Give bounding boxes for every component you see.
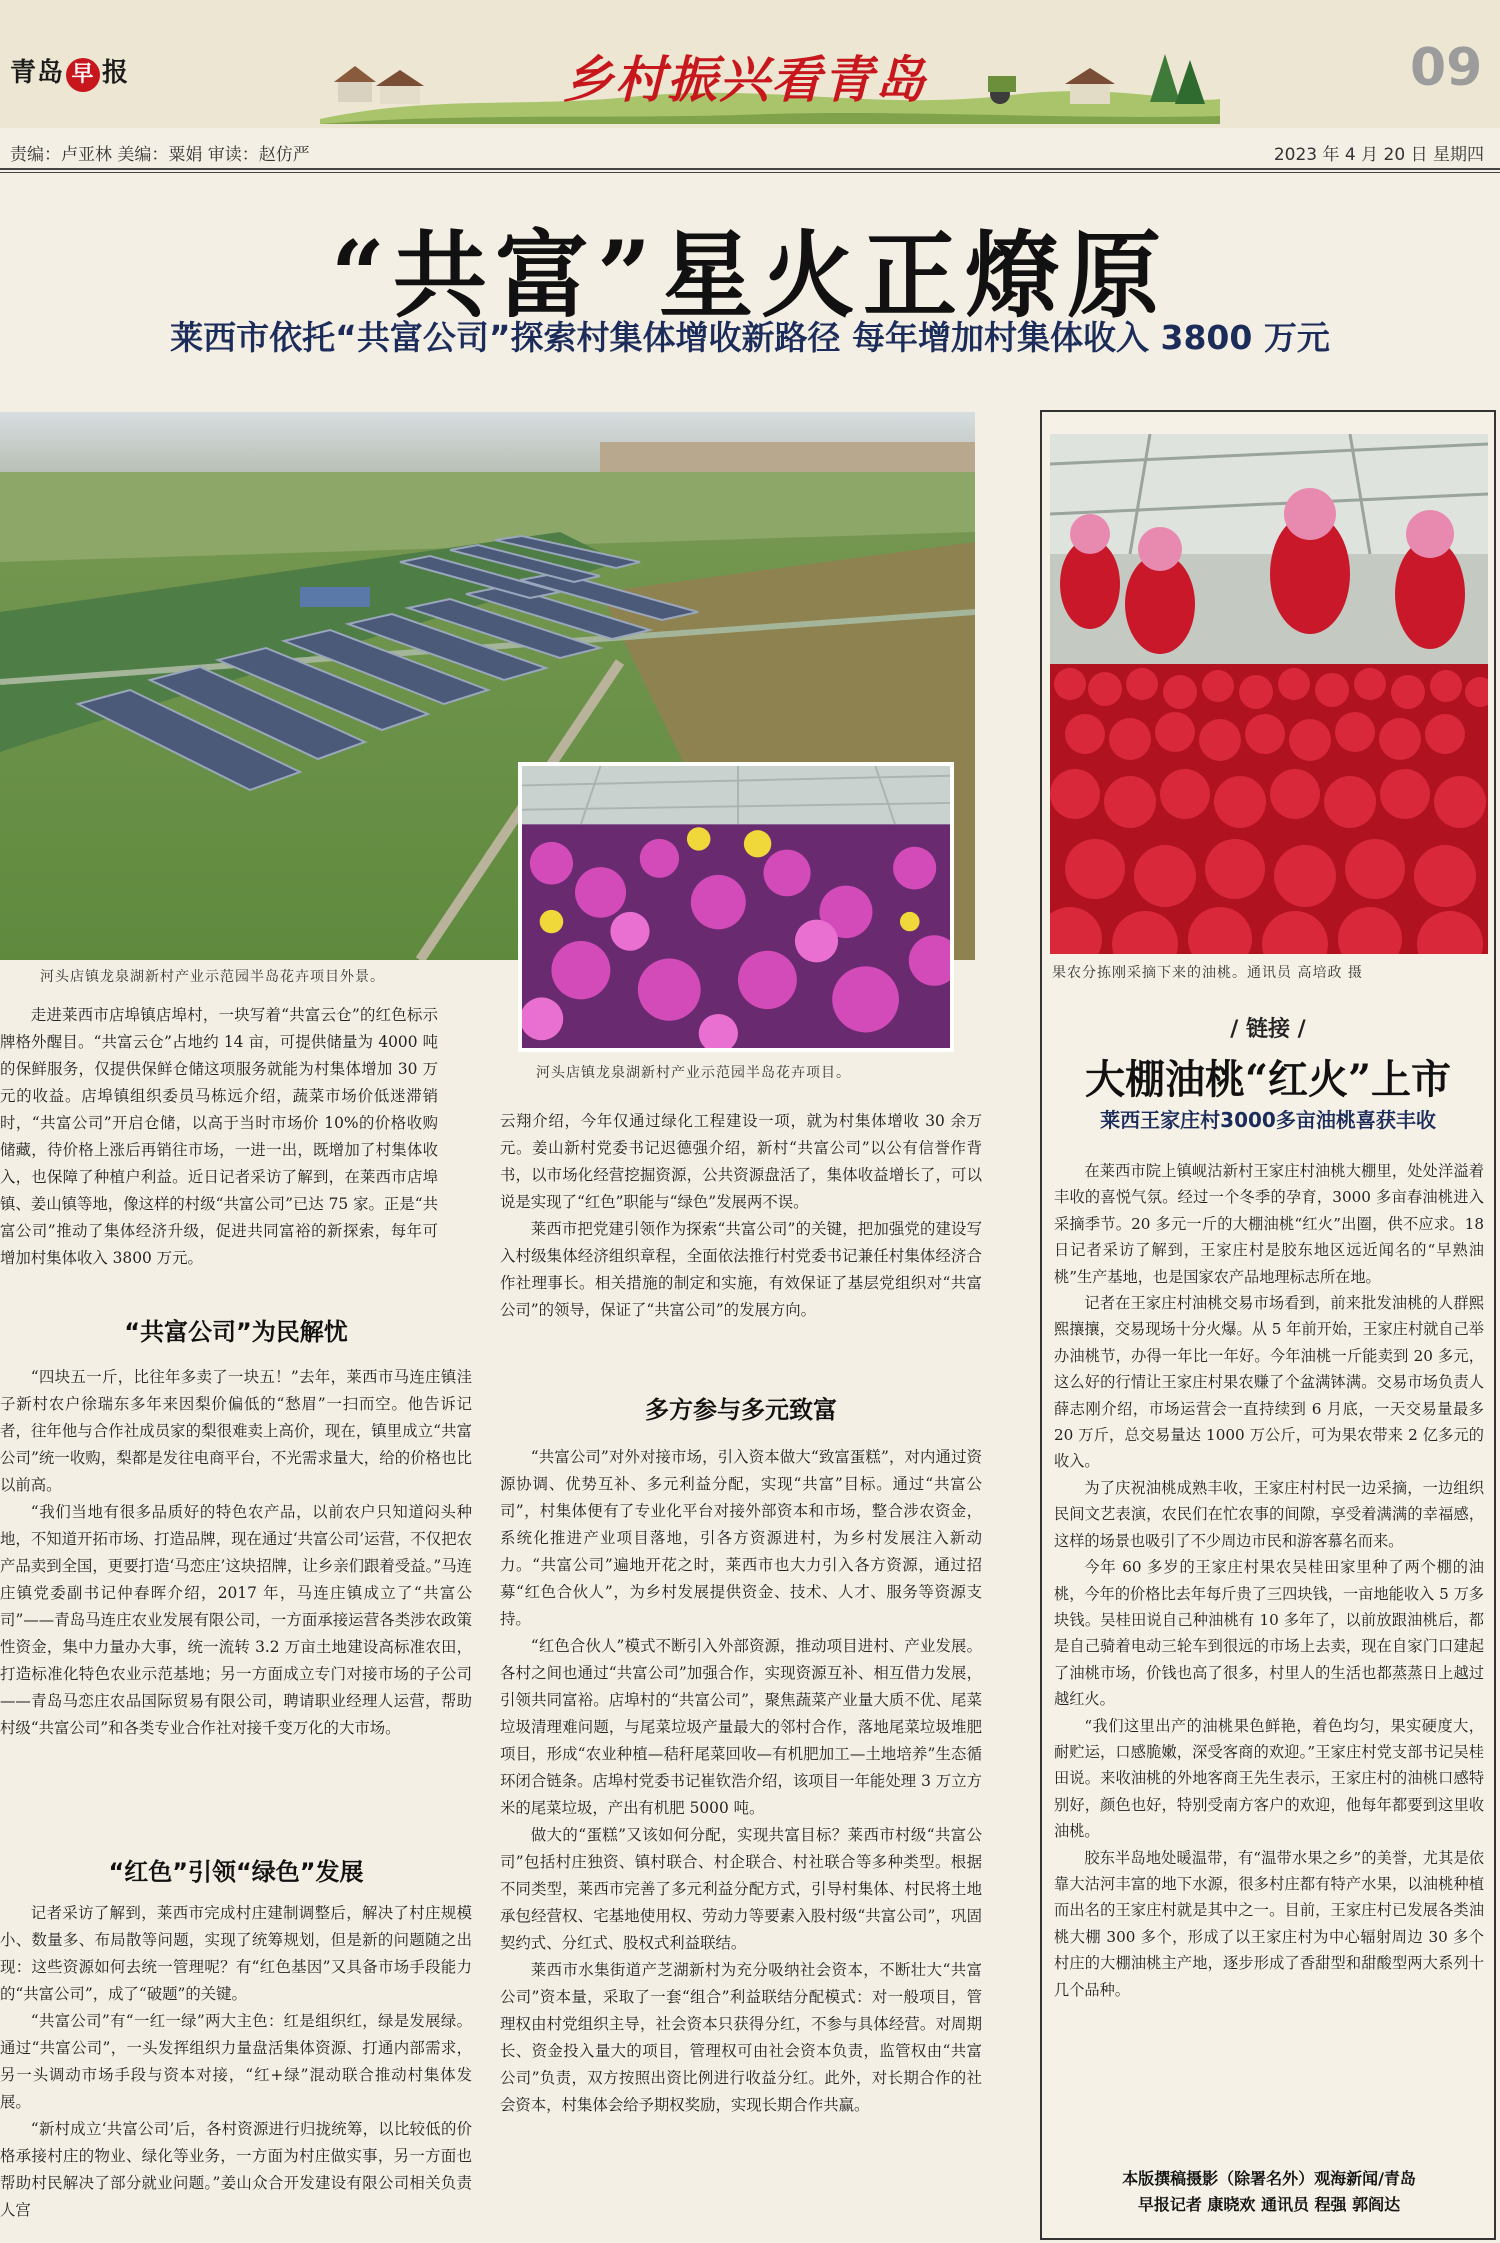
paragraph: 记者采访了解到，莱西市完成村庄建制调整后，解决了村庄规模小、数量多、布局散等问题，实现了统筹规划，但是新的问题随之出现：这些资源如何去统一管理呢？有“红色基因”又具备市场手段能力的“共富公司”，成了“破题”的关键。	[0, 1904, 472, 2003]
column2-text	[500, 1108, 982, 1324]
logo-mid: 早	[66, 58, 100, 92]
paragraph: 做大的“蛋糕”又该如何分配，实现共富目标？莱西市村级“共富公司”包括村庄独资、镇村联合、村企联合、村社联合等多种类型。根据不同类型，莱西市完善了多元利益分配方式，引导村集体、村民将土地承包经营权、宅基地使用权、劳动力等要素入股村级“共富公司”，巩固契约式、分红式、股权式利益联结。	[500, 1826, 982, 1952]
paragraph: “共富公司”有“一红一绿”两大主色：红是组织红，绿是发展绿。通过“共富公司”，一头发挥组织力量盘活集体资源、打通内部需求，另一头调动市场手段与资本对接，“红+绿”混动联合推动村集体发展。	[0, 2012, 472, 2111]
issue-date: 2023 年 4 月 20 日 星期四	[1273, 145, 1484, 165]
paragraph: “共富公司”对外对接市场，引入资本做大“致富蛋糕”，对内通过资源协调、优势互补、多元利益分配，实现“共富”目标。通过“共富公司”，村集体便有了专业化平台对接外部资本和市场，整合涉农资金，系统化推进产业项目落地，引各方资源进村，为乡村发展注入新动力。“共富公司”遍地开花之时，莱西市也大力引入各方资源，通过招募“红色合伙人”，为乡村发展提供资金、技术、人才、服务等资源支持。	[500, 1448, 982, 1628]
paragraph: 走进莱西市店埠镇店埠村，一块写着“共富云仓”的红色标示牌格外醒目。“共富云仓”占地约 14 亩，可提供储量为 4000 吨的保鲜服务，仅提供保鲜仓储这项服务就能为村集体增加 30 万元的收益。店埠镇组织委员马栋远介绍，蔬菜市场价低迷滞销时，“共富公司”开启仓储，以高于当时市场价 10%的价格收购储藏，待价格上涨后再销往市场，一进一出，既增加了村集体收入，也保障了种植户利益。近日记者采访了解到，在莱西市店埠镇、姜山镇等地，像这样的村级“共富公司”已达 75 家。正是“共富公司”推动了集体经济升级，促进共同富裕的新探索，每年可增加村集体收入 3800 万元。	[0, 1006, 438, 1267]
section-heading: “共富公司”为民解忧	[124, 1318, 348, 1346]
byline-line: 早报记者 康晓欢 通讯员 程强 郭阎达	[1137, 2195, 1401, 2214]
newspaper-logo	[10, 52, 129, 92]
paragraph: 莱西市水集街道产芝湖新村为充分吸纳社会资本，不断壮大“共富公司”资本量，采取了一套“组合”利益联结分配模式：对一般项目，管理权由村党组织主导，社会资本只获得分红，不参与具体经营。对周期长、资金投入量大的项目，管理权可由社会资本负责，监管权由“共富公司”负责，双方按照出资比例进行收益分红。此外，对长期合作的社会资本，村集体会给予期权奖励，实现长期合作共赢。	[500, 1961, 982, 2114]
divider	[0, 172, 1500, 173]
byline-line: 本版撰稿摄影（除署名外）观海新闻/青岛	[1122, 2169, 1416, 2188]
sidebar-subtitle: 莱西王家庄村3000多亩油桃喜获丰收	[1100, 1108, 1436, 1132]
paragraph: “红色合伙人”模式不断引入外部资源，推动项目进村、产业发展。各村之间也通过“共富公司”加强合作，实现资源互补、相互借力发展，引领共同富裕。店埠村的“共富公司”，聚焦蔬菜产业量大质不优、尾菜垃圾清理难问题，与尾菜垃圾产量最大的邻村合作，落地尾菜垃圾堆肥项目，形成“农业种植—秸秆尾菜回收—有机肥加工—土地培养”生态循环闭合链条。店埠村党委书记崔钦浩介绍，该项目一年能处理 3 万立方米的尾菜垃圾，产出有机肥 5000 吨。	[500, 1637, 982, 1817]
paragraph: 莱西市把党建引领作为探索“共富公司”的关键，把加强党的建设写入村级集体经济组织章程，全面依法推行村党委书记兼任村集体经济合作社理事长。相关措施的制定和实施，有效保证了基层党组织对“共富公司”的领导，保证了“共富公司”的发展方向。	[500, 1220, 982, 1319]
headline: “共富”星火正燎原	[330, 221, 1170, 331]
paragraph: “四块五一斤，比往年多卖了一块五！”去年，莱西市马连庄镇洼子新村农户徐瑞东多年来因梨价偏低的“愁眉”一扫而空。他告诉记者，往年他与合作社成员家的梨很难卖上高价，现在，镇里成立“共富公司”统一收购，梨都是发往电商平台，不光需求量大，给的价格也比以前高。	[0, 1368, 472, 1494]
paragraph: 为了庆祝油桃成熟丰收，王家庄村村民一边采摘，一边组织民间文艺表演，农民们在忙农事的间隙，享受着满满的幸福感，这样的场景也吸引了不少周边市民和游客慕名而来。	[1054, 1478, 1484, 1550]
section-heading: “红色”引领“绿色”发展	[108, 1858, 364, 1886]
divider	[0, 168, 1500, 170]
paragraph: “我们这里出产的油桃果色鲜艳，着色均匀，果实硬度大，耐贮运，口感脆嫩，深受客商的欢迎。”王家庄村党支部书记吴桂田说。来收油桃的外地客商王先生表示，王家庄村的油桃口感特别好，颜色也好，特别受南方客户的欢迎，他每年都要到这里收油桃。	[1054, 1716, 1484, 1841]
sidebar-text	[1054, 1158, 1484, 2003]
link-tag: / 链接 /	[1230, 1017, 1306, 1042]
photo-caption: 河头店镇龙泉湖新村产业示范园半岛花卉项目外景。	[40, 969, 385, 985]
paragraph: 云翔介绍，今年仅通过绿化工程建设一项，就为村集体增收 30 余万元。姜山新村党委书记迟德强介绍，新村“共富公司”以公有信誉作背书，以市场化经营挖掘资源，公共资源盘活了，集体收益增长了，可以说是实现了“红色”职能与“绿色”发展两不误。	[500, 1112, 982, 1211]
paragraph: 在莱西市院上镇岘沽新村王家庄村油桃大棚里，处处洋溢着丰收的喜悦气氛。经过一个冬季的孕育，3000 多亩春油桃进入采摘季节。20 多元一斤的大棚油桃“红火”出圈，供不应求。18 日记者采访了解到，王家庄村是胶东地区远近闻名的“早熟油桃”生产基地，也是国家农产品地理标志所在地。	[1054, 1162, 1484, 1286]
intro-text	[0, 1002, 438, 1272]
paragraph: 胶东半岛地处暖温带，有“温带水果之乡”的美誉，尤其是依靠大沽河丰富的地下水源，很多村庄都有特产水果，以油桃种植而出名的王家庄村就是其中之一。目前，王家庄村已发展各类油桃大棚 300 多个，形成了以王家庄村为中心辐射周边 30 多个村庄的大棚油桃主产地，逐步形成了香甜型和甜酸型两大系列十几个品种。	[1054, 1848, 1484, 1999]
page-number: 09	[1410, 38, 1483, 98]
paragraph: “新村成立‘共富公司’后，各村资源进行归拢统筹，以比较低的价格承接村庄的物业、绿化等业务，一方面为村庄做实事，另一方面也帮助村民解决了部分就业问题。”姜山众合开发建设有限公司相关负责人宫	[0, 2120, 472, 2219]
sidebar-title: 大棚油桃“红火”上市	[1084, 1056, 1451, 1103]
section3-text	[500, 1444, 982, 2119]
paragraph: 记者在王家庄村油桃交易市场看到，前来批发油桃的人群熙熙攘攘，交易现场十分火爆。从 5 年前开始，王家庄村就自己举办油桃节，办得一年比一年好。今年油桃一斤能卖到 20 多元，这么好的行情让王家庄村果农赚了个盆满钵满。交易市场负责人薛志刚介绍，市场运营会一直持续到 6 月底，一天交易量最多 20 万斤，总交易量达 1000 万公斤，可为果农带来 2 亿多元的收入。	[1054, 1294, 1484, 1471]
logo-right: 报	[102, 58, 130, 88]
peach-sorting-photo	[1050, 434, 1488, 954]
section-heading: 多方参与多元致富	[645, 1396, 837, 1424]
orchid-flowers-photo	[518, 762, 954, 1052]
paragraph: 今年 60 多岁的王家庄村果农吴桂田家里种了两个棚的油桃，今年的价格比去年每斤贵了三四块钱，一亩地能收入 5 万多块钱。吴桂田说自己种油桃有 10 多年了，以前放跟油桃后，都是自己骑着电动三轮车到很远的市场上去卖，现在自家门口建起了油桃市场，价钱也高了很多，村里人的生活也都蒸蒸日上越过越红火。	[1054, 1558, 1484, 1709]
photo-caption: 果农分拣刚采摘下来的油桃。通讯员 高培政 摄	[1052, 965, 1363, 981]
logo-left: 青岛	[10, 58, 65, 88]
byline	[1054, 2166, 1484, 2218]
section-title: 乡村振兴看青岛	[563, 51, 927, 109]
photo-caption: 河头店镇龙泉湖新村产业示范园半岛花卉项目。	[536, 1065, 851, 1081]
editor-credits: 责编：卢亚林 美编：粟娟 审读：赵仿严	[10, 145, 310, 165]
paragraph: “我们当地有很多品质好的特色农产品，以前农户只知道闷头种地，不知道开拓市场、打造品牌，现在通过‘共富公司’运营，不仅把农产品卖到全国，更要打造‘马恋庄’这块招牌，让乡亲们跟着受益。”马连庄镇党委副书记仲春晖介绍，2017 年，马连庄镇成立了“共富公司”——青岛马连庄农业发展有限公司，一方面承接运营各类涉农政策性资金，集中力量办大事，统一流转 3.2 万亩土地建设高标准农田，打造标准化特色农业示范基地；另一方面成立专门对接市场的子公司——青岛马恋庄农品国际贸易有限公司，聘请职业经理人运营，帮助村级“共富公司”和各类专业合作社对接千变万化的大市场。	[0, 1503, 472, 1737]
section1-text	[0, 1364, 472, 1742]
subheadline: 莱西市依托“共富公司”探索村集体增收新路径 每年增加村集体收入 3800 万元	[170, 318, 1330, 357]
section2-text	[0, 1900, 472, 2224]
